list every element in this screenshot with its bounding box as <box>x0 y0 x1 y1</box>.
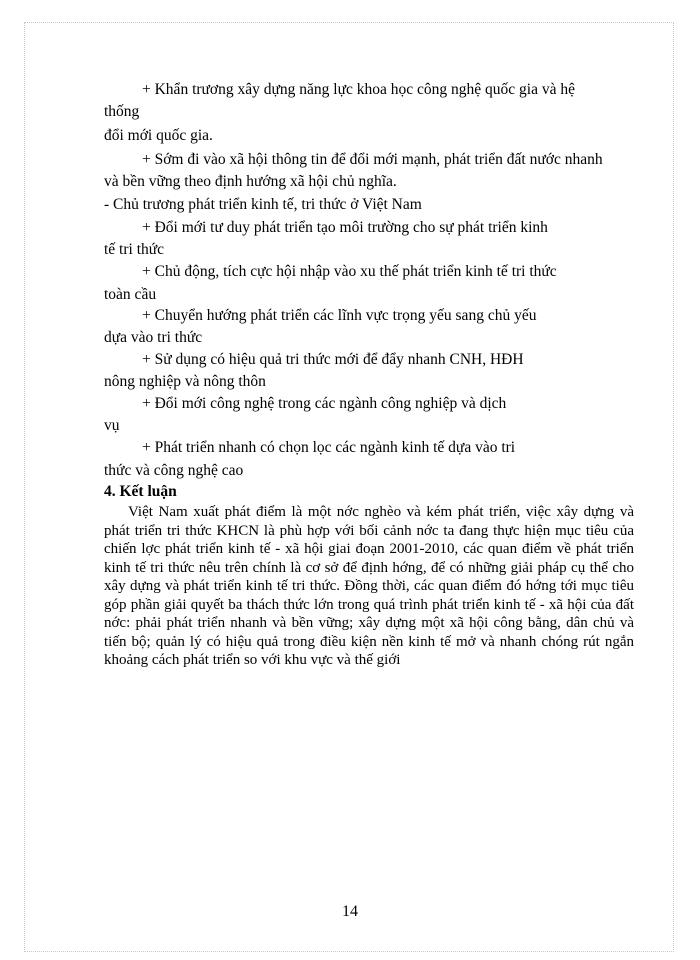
text-line: nông nghiệp và nông thôn <box>104 373 266 390</box>
text-line: thức và công nghệ cao <box>104 462 244 479</box>
bullet-line: + Chủ động, tích cực hội nhập vào xu thế phát triển kinh tế tri thức <box>142 263 557 280</box>
text-line: và bền vững theo định hướng xã hội chủ nghĩa. <box>104 173 397 190</box>
bullet-line: + Sử dụng có hiệu quả tri thức mới để đẩy nhanh CNH, HĐH <box>142 351 524 368</box>
text-line: tế tri thức <box>104 241 165 258</box>
bullet-line: + Đổi mới công nghệ trong các ngành công nghiệp và dịch <box>142 395 507 412</box>
bullet-line: + Khẩn trương xây dựng năng lực khoa học công nghệ quốc gia và hệ <box>142 81 575 98</box>
bullet-line: + Chuyển hướng phát triển các lĩnh vực trọng yếu sang chủ yếu <box>142 307 537 324</box>
text-line: đổi mới quốc gia. <box>104 127 213 144</box>
conclusion-paragraph: Việt Nam xuất phát điểm là một nớc nghèo và kém phát triển, việc xây dựng và phát triển tri thức KHCN là phù hợp với bối cảnh nớc ta đang thực hiện mục tiêu của chiến lợc phát triển kinh tế - xã hội giai đoạn 2001-2010, các quan điểm về phát triển kinh tế tri thức nêu trên chính là cơ sở để định hớng, để có những giải pháp cụ thể cho xây dựng và phát triển kinh tế tri thức. Đồng thời, các quan điểm đó hớng tới mục tiêu góp phần giải quyết ba thách thức lớn trong quá trình phát triển kinh tế - xã hội của đất nớc: phải phát triển nhanh và bền vững; xây dựng một xã hội công bằng, dân chủ và tiến bộ; quản lý có hiệu quả trong điều kiện nền kinh tế mở và nhanh chóng rút ngắn khoảng cách phát triển so với khu vực và thế giới <box>104 504 634 668</box>
subheading-line: - Chủ trương phát triển kinh tế, tri thức ở Việt Nam <box>104 196 422 213</box>
text-line: toàn cầu <box>104 286 157 303</box>
page-number: 14 <box>342 903 358 920</box>
bullet-line: + Sớm đi vào xã hội thông tin để đổi mới mạnh, phát triển đất nước nhanh <box>142 151 603 168</box>
text-line: vụ <box>104 417 120 434</box>
bullet-line: + Phát triển nhanh có chọn lọc các ngành kinh tế dựa vào tri <box>142 439 516 456</box>
text-line: dựa vào tri thức <box>104 329 203 346</box>
text-line: thống <box>104 103 140 120</box>
bullet-line: + Đổi mới tư duy phát triển tạo môi trường cho sự phát triển kinh <box>142 219 548 236</box>
section-heading: 4. Kết luận <box>104 483 177 500</box>
